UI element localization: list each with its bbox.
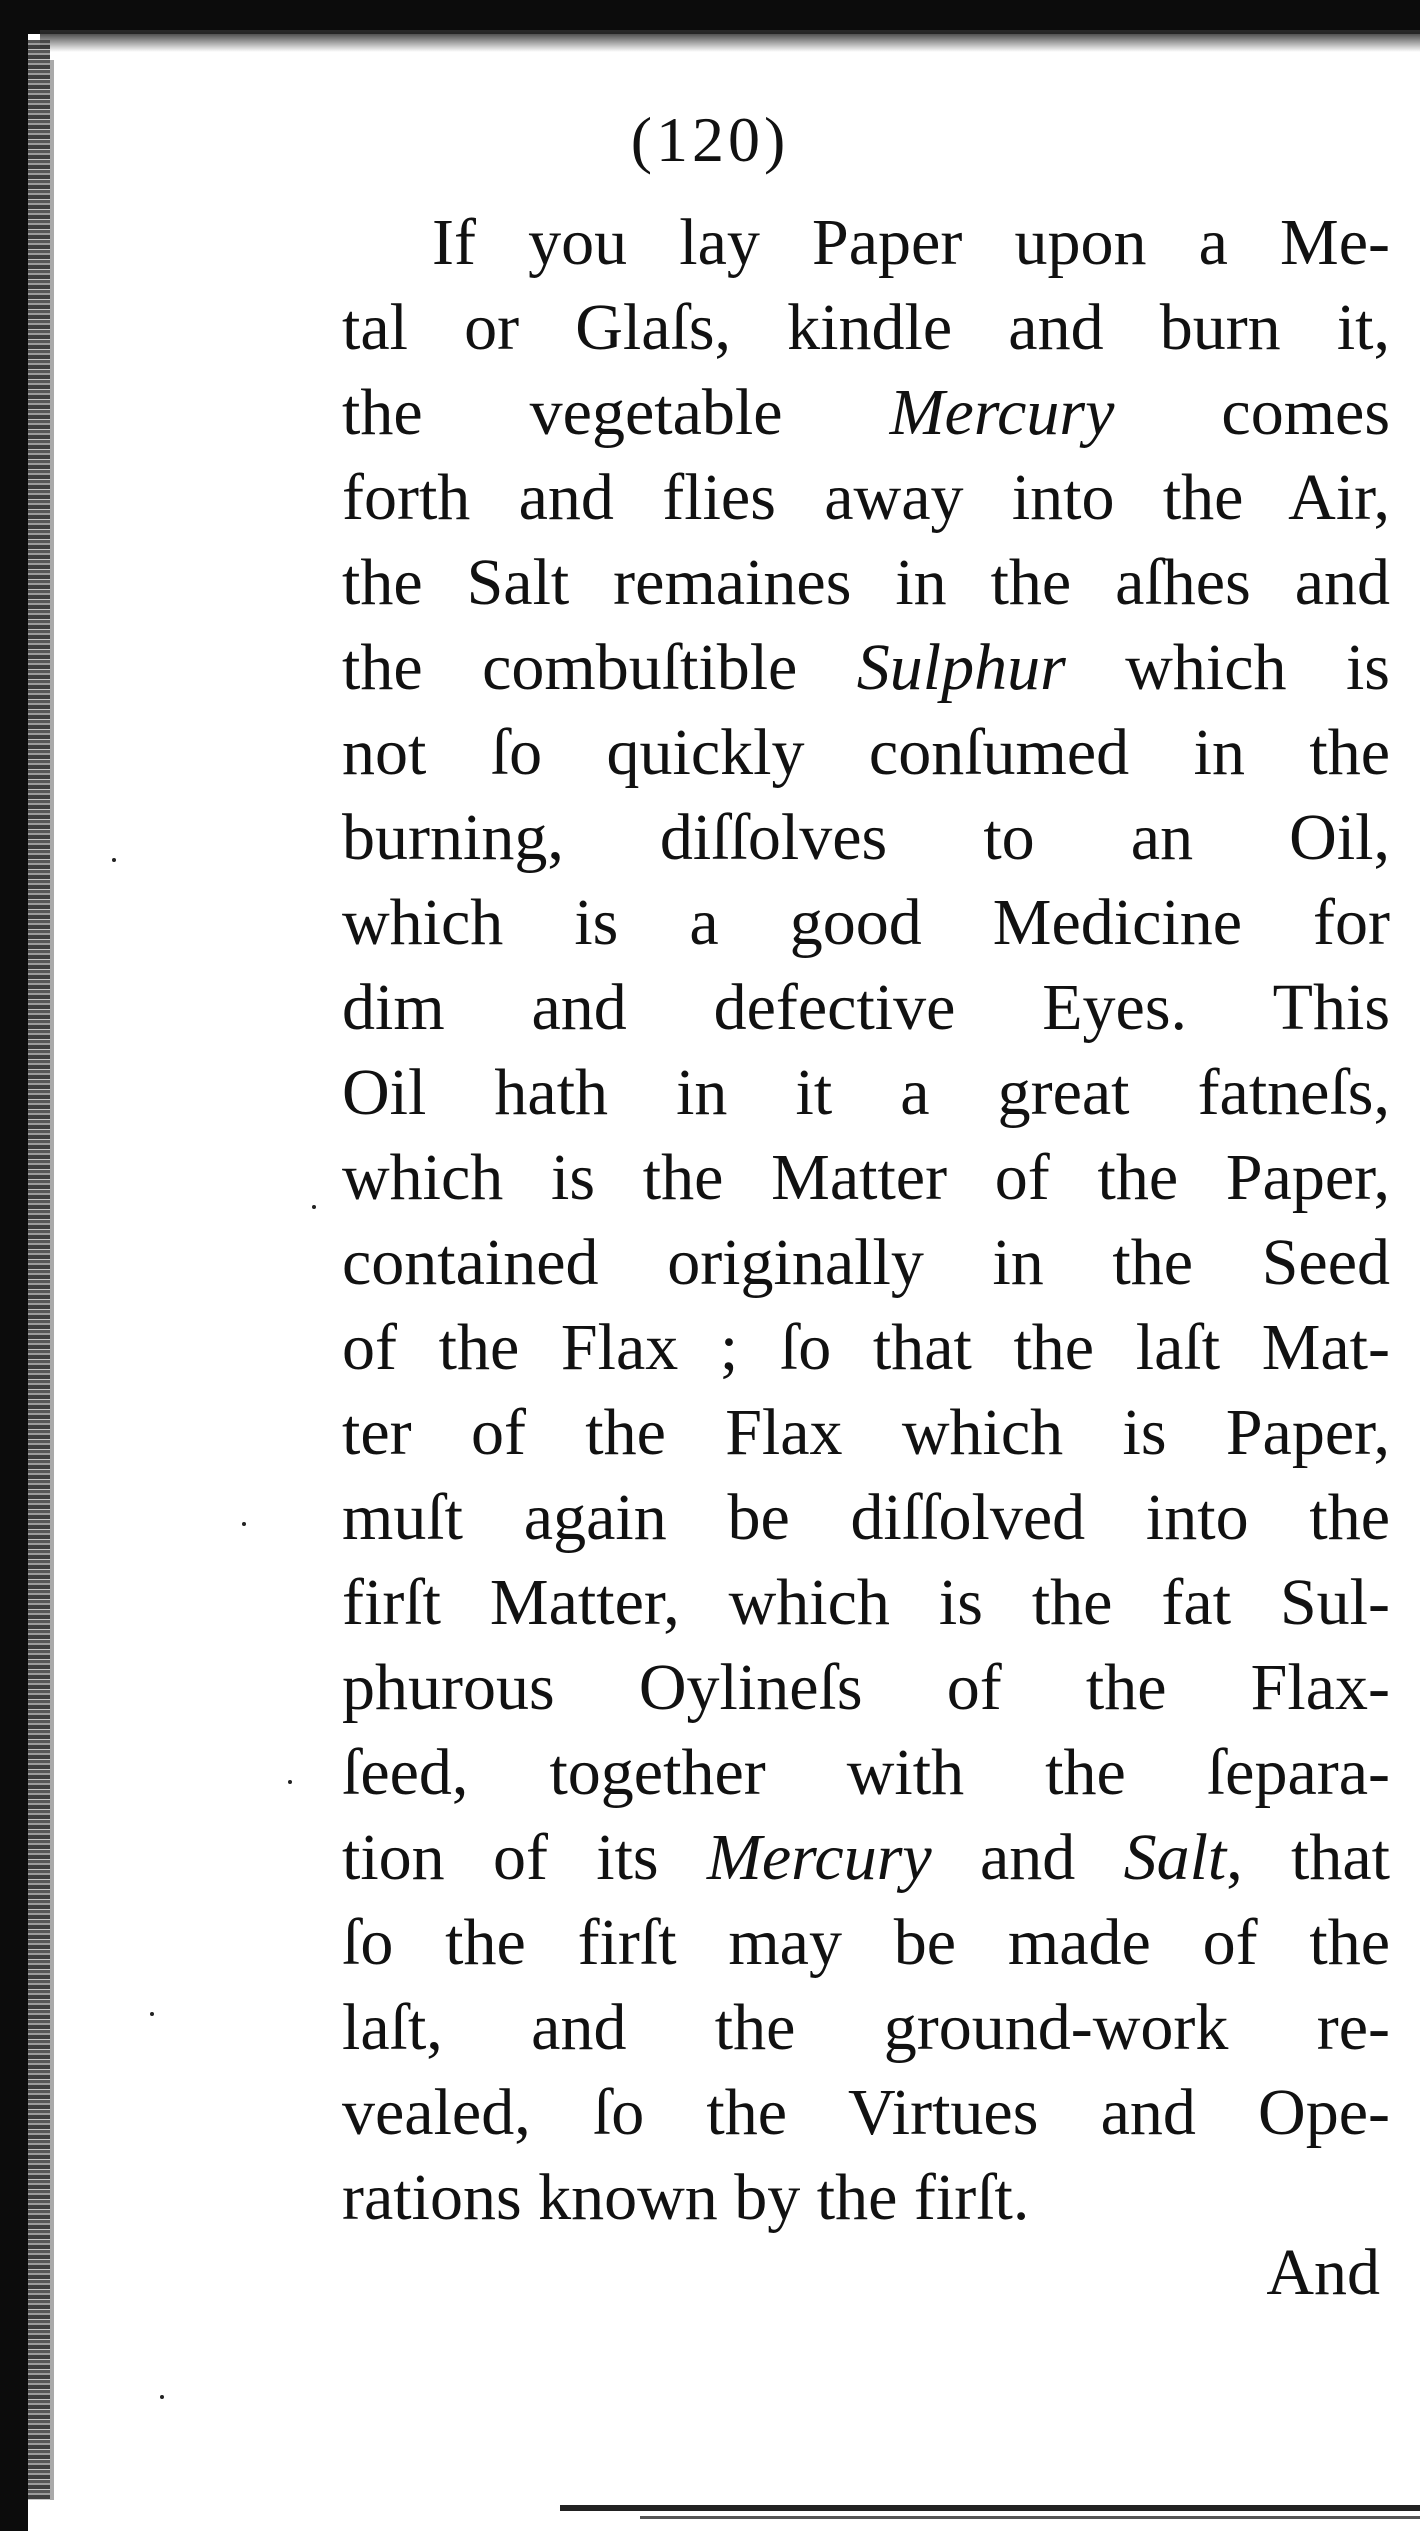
text-line: ſo the firſt may be made of the (342, 1906, 1390, 1979)
page-binding-edge (28, 40, 50, 2500)
text-line: dim and defective Eyes. This (342, 971, 1390, 1044)
text-line: rations known by the firſt. (342, 2161, 1030, 2234)
text-line: which is the Matter of the Paper, (342, 1141, 1390, 1214)
text-line: firſt Matter, which is the fat Sul- (342, 1566, 1390, 1639)
scan-speck (150, 2012, 154, 2016)
text-line: muſt again be diſſolved into the (342, 1481, 1390, 1554)
scan-speck (160, 2395, 164, 2399)
text-line: the vegetable Mercury comes (342, 376, 1391, 449)
page-top-shadow (40, 30, 1420, 52)
scan-speck (288, 1780, 292, 1784)
text-line: If you lay Paper upon a Me- (432, 206, 1390, 279)
text-line: vealed, ſo the Virtues and Ope- (342, 2076, 1390, 2149)
text-line: forth and flies away into the Air, (342, 461, 1390, 534)
text-line: Oil hath in it a great fatneſs, (342, 1056, 1390, 1129)
text-line: burning, diſſolves to an Oil, (342, 801, 1390, 874)
scan-speck (242, 1522, 246, 1526)
text-line: which is a good Medicine for (342, 886, 1390, 959)
body-text (342, 200, 1390, 2240)
text-line: tion of its Mercury and Salt, that (342, 1821, 1391, 1894)
page-number: (120) (630, 104, 790, 175)
text-line: the combuſtible Sulphur which is (342, 631, 1390, 704)
page-top-edge (0, 0, 1420, 34)
text-line: not ſo quickly conſumed in the (342, 716, 1390, 789)
text-line: phurous Oylineſs of the Flax- (342, 1651, 1390, 1724)
text-line: of the Flax ; ſo that the laſt Mat- (342, 1311, 1390, 1384)
text-line: ſeed, together with the ſepara- (342, 1736, 1390, 1809)
scan-speck (312, 1205, 316, 1209)
text-line: tal or Glaſs, kindle and burn it, (342, 291, 1390, 364)
text-line: the Salt remaines in the aſhes and (342, 546, 1390, 619)
text-line: contained originally in the Seed (342, 1226, 1390, 1299)
text-line: ter of the Flax which is Paper, (342, 1396, 1390, 1469)
scan-speck (112, 858, 116, 862)
page-left-edge (0, 0, 28, 2531)
page-bottom-edge (560, 2505, 1420, 2511)
page-bottom-edge-inner (640, 2516, 1420, 2519)
page-binding-shadow (50, 60, 54, 2500)
text-line: laſt, and the ground-work re- (342, 1991, 1390, 2064)
catchword: And (1266, 2236, 1380, 2309)
